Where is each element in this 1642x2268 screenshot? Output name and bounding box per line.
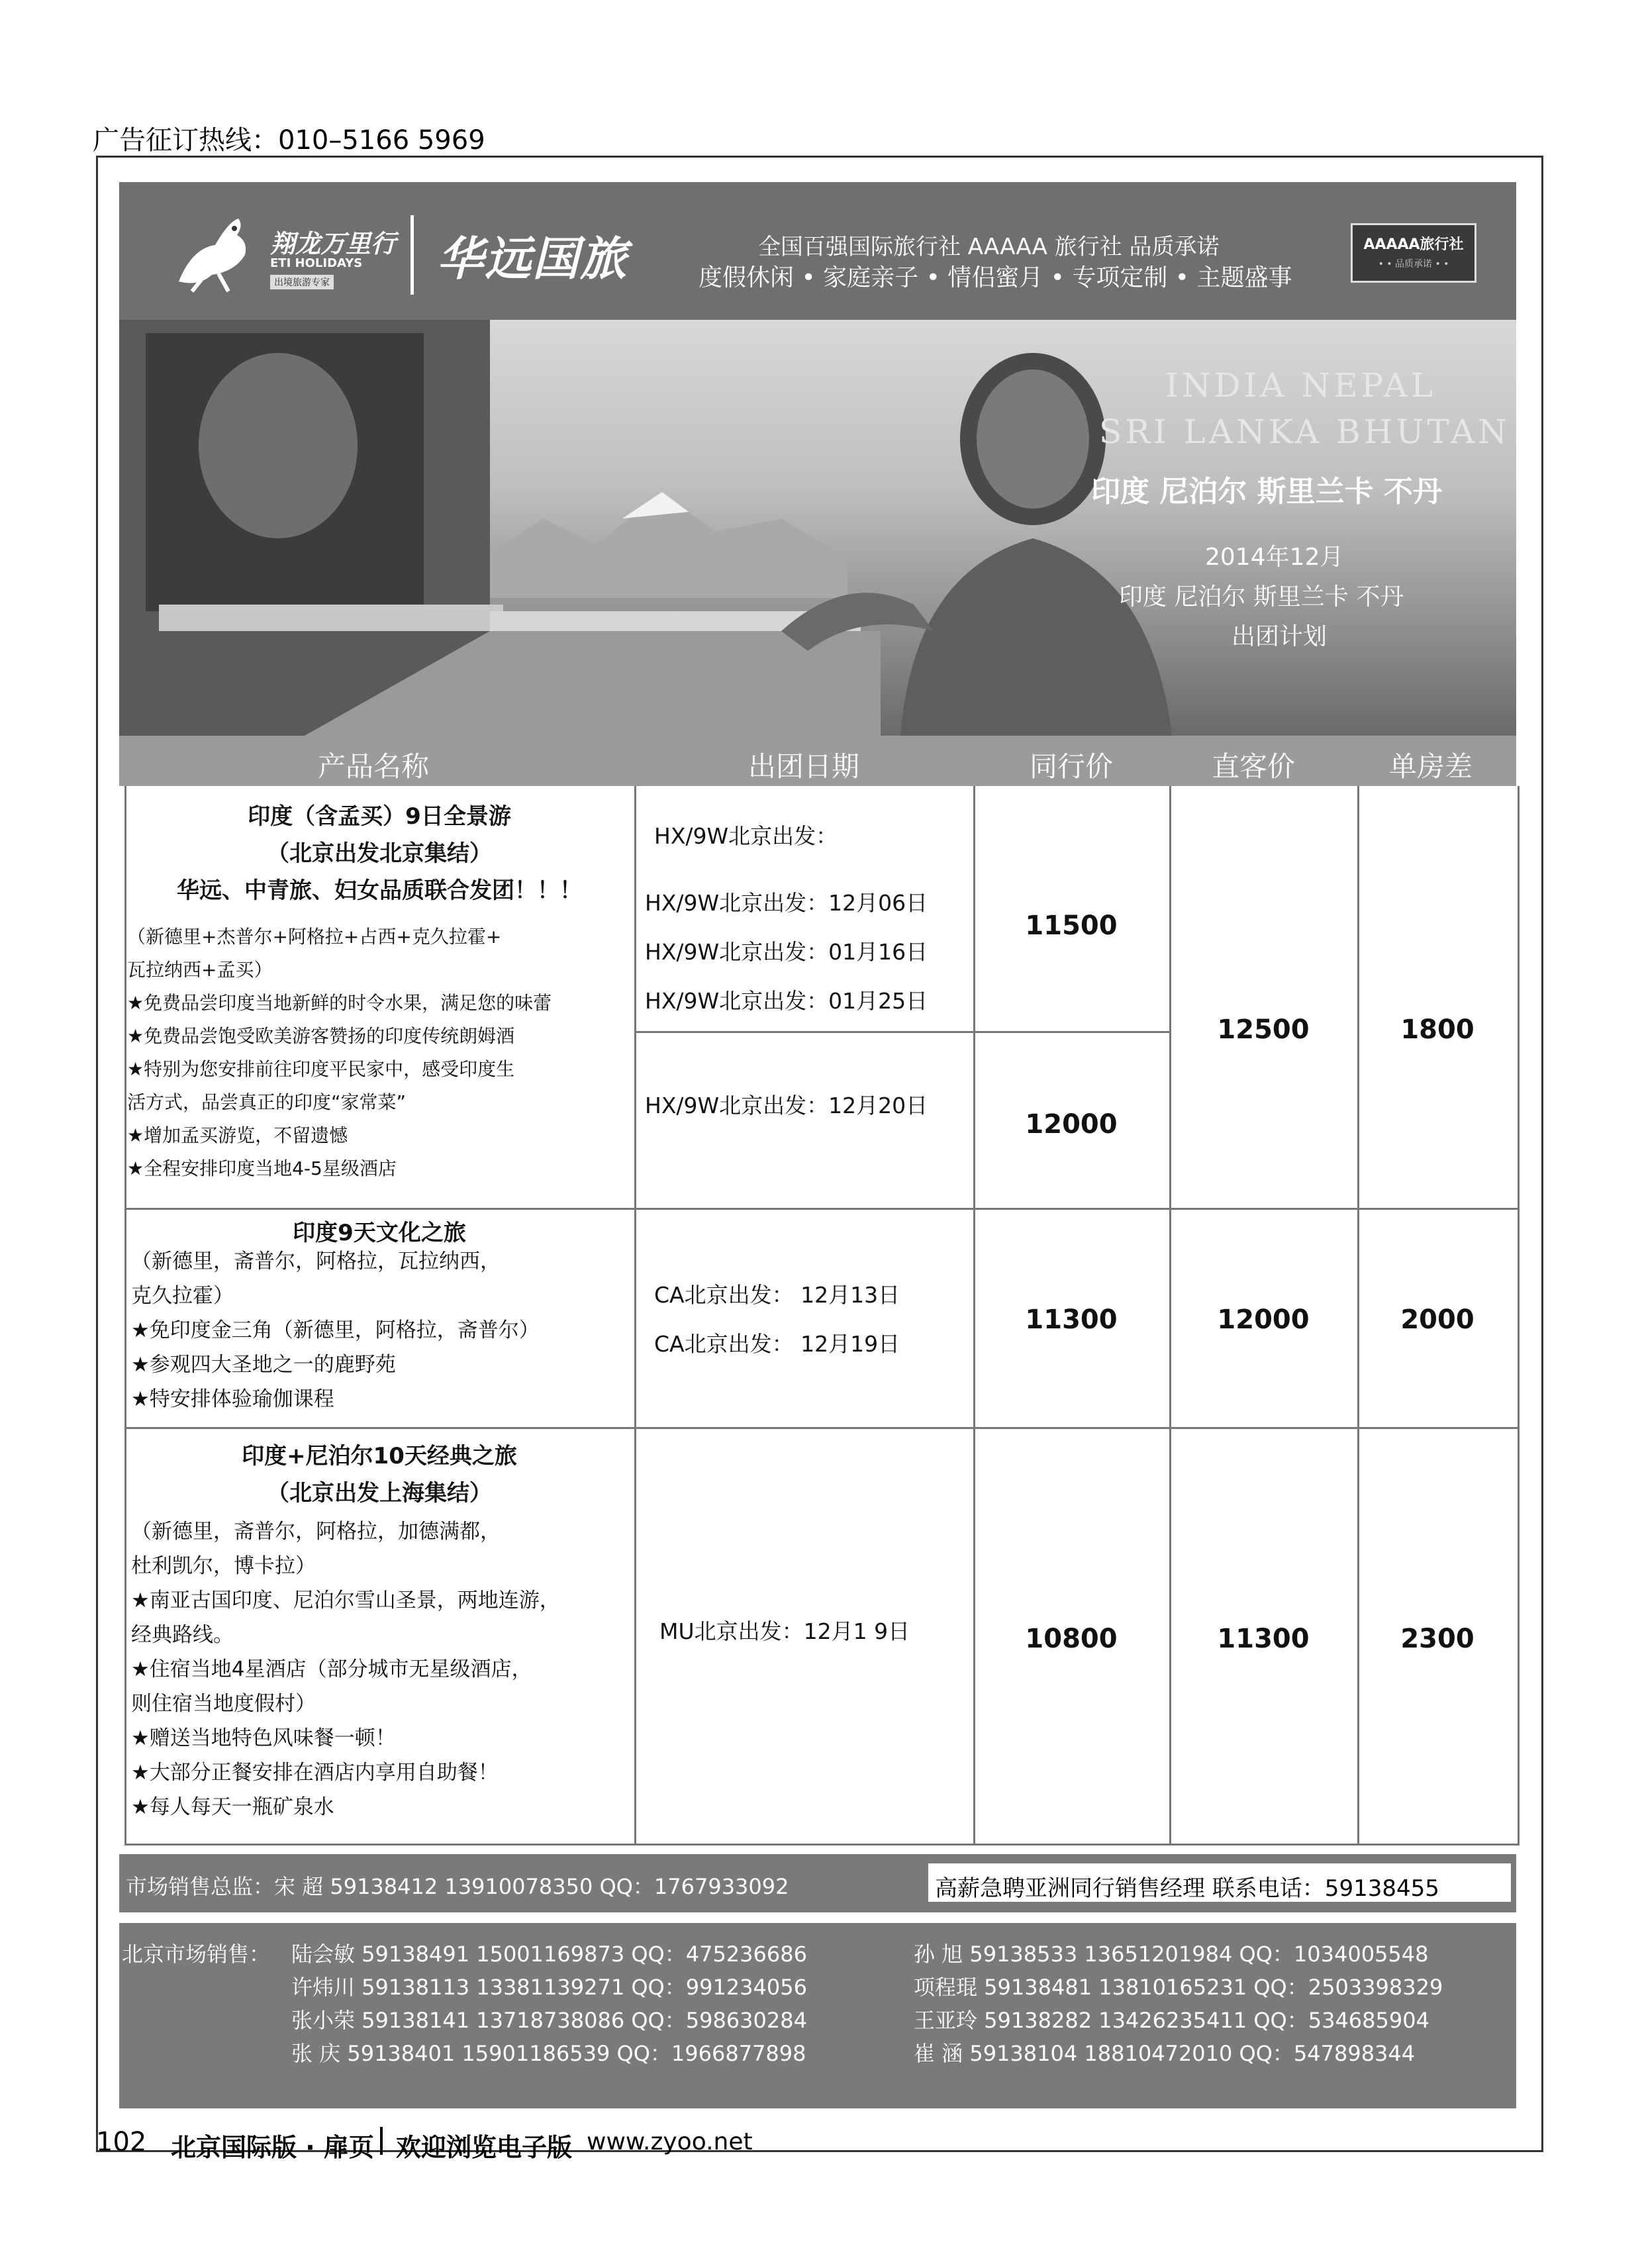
sales-contact: 陆会敏 59138491 15001169873 QQ：475236686	[291, 1942, 807, 1967]
row1-single-supplement: 1800	[1400, 1014, 1474, 1045]
aaaaa-badge	[1351, 223, 1476, 283]
page-number: 102	[96, 2127, 147, 2157]
kangaroo-logo-icon	[166, 209, 265, 295]
header-divider	[410, 215, 414, 295]
row2-single-supplement: 2000	[1400, 1305, 1474, 1335]
row2-description: （新德里，斋普尔，阿格拉，瓦拉纳西， 克久拉霍） ★免印度金三角（新德里，阿格拉，斋普尔） ★参观四大圣地之一的鹿野苑 ★特安排体验瑜伽课程	[131, 1250, 540, 1411]
slogan-line-2: 度假休闲 • 家庭亲子 • 情侣蜜月 • 专项定制 • 主题盛事	[699, 264, 1292, 291]
header-date: 出团日期	[748, 750, 860, 783]
sales-contact: 张小荣 59138141 13718738086 QQ：598630284	[291, 2008, 807, 2033]
banner-plan: 出团计划	[1232, 623, 1328, 650]
row3-dates: MU北京出发：12月1 9日	[659, 1618, 910, 1644]
company-name: 华远国旅	[437, 232, 628, 286]
badge-title: AAAAA旅行社	[1363, 236, 1464, 253]
sales-director-line: 市场销售总监：宋 超 59138412 13910078350 QQ：1767933092	[126, 1874, 789, 1899]
sales-contact: 项程琨 59138481 13810165231 QQ：2503398329	[914, 1975, 1443, 2000]
banner-countries-2: 印度 尼泊尔 斯里兰卡 不丹	[1119, 583, 1404, 611]
sales-contact: 张 庆 59138401 15901186539 QQ：1966877898	[291, 2041, 806, 2066]
row2-peer-price: 11300	[1025, 1305, 1118, 1335]
row1-description: （新德里+杰普尔+阿格拉+占西+克久拉霍+ 瓦拉纳西+孟买） ★免费品尝印度当地新鲜的时令水果，满足您的味蕾 ★免费品尝饱受欧美游客赞扬的印度传统朗姆酒 ★特别为您安排前往印度平民家中，感受印度生 活方式，品尝真正的印度“家常菜” ★增加孟买游览，不留遗憾 ★全程安排印度当地4-5星级酒店	[127, 926, 552, 1179]
sales-contact: 孙 旭 59138533 13651201984 QQ：1034005548	[914, 1942, 1429, 1967]
row1-peer-price-a: 11500	[1025, 911, 1118, 941]
ad-header	[119, 182, 1516, 320]
sales-label: 北京市场销售：	[122, 1942, 271, 1967]
footer-sales-bar	[119, 1923, 1516, 2108]
sales-contact: 王亚玲 59138282 13426235411 QQ：534685904	[914, 2008, 1429, 2033]
website-link[interactable]: www.zyoo.net	[587, 2128, 753, 2155]
sales-contact: 崔 涵 59138104 18810472010 QQ：547898344	[914, 2041, 1416, 2066]
bottom-divider	[380, 2127, 383, 2155]
sales-contact: 许炜川 59138113 13381139271 QQ：991234056	[291, 1975, 807, 2000]
row1-peer-price-b: 12000	[1025, 1109, 1118, 1140]
brand-name-en: ETI HOLIDAYS	[270, 256, 363, 270]
slogan-line-1: 全国百强国际旅行社 AAAAA 旅行社 品质承诺	[758, 234, 1220, 260]
row1-direct-price: 12500	[1217, 1014, 1310, 1045]
row3-single-supplement: 2300	[1400, 1624, 1474, 1654]
row2-dates: CA北京出发： 12月13日 CA北京出发： 12月19日	[654, 1282, 900, 1357]
grid-line	[124, 1427, 1520, 1429]
brand-name-cn: 翔龙万里行	[270, 229, 397, 258]
row3-title: 印度+尼泊尔10天经典之旅 （北京出发上海集结）	[242, 1443, 517, 1506]
row3-peer-price: 10800	[1025, 1624, 1118, 1654]
grid-line	[634, 1031, 1169, 1033]
row1-dates-a: HX/9W北京出发：12月06日 HX/9W北京出发：01月16日 HX/9W北京出发：01月25日	[645, 890, 928, 1014]
ad-hotline: 广告征订热线：010–5166 5969	[93, 125, 485, 156]
banner-photo	[119, 320, 1516, 736]
brand-tagline: 出境旅游专家	[270, 275, 334, 289]
grid-line	[124, 1844, 1520, 1846]
table-header	[119, 736, 1516, 786]
grid-line	[124, 786, 126, 1846]
grid-line	[1518, 786, 1520, 1846]
row2-direct-price: 12000	[1217, 1305, 1310, 1335]
header-peer-price: 同行价	[1030, 750, 1114, 783]
recruit-text: 高薪急聘亚洲同行销售经理 联系电话：59138455	[935, 1875, 1439, 1902]
publication-name: 北京国际版 · 扉页	[171, 2133, 374, 2162]
recruit-box	[928, 1863, 1511, 1902]
row1-date-heading: HX/9W北京出发：	[654, 823, 838, 849]
grid-line	[124, 1208, 1520, 1210]
badge-subtitle: • • 品质承诺 • •	[1378, 259, 1449, 270]
row3-description: （新德里，斋普尔，阿格拉，加德满都， 杜利凯尔，博卡拉） ★南亚古国印度、尼泊尔雪山圣景，两地连游， 经典路线。 ★住宿当地4星酒店（部分城市无星级酒店， 则住宿当地度假村） ★赠送当地特色风味餐一顿！ ★大部分正餐安排在酒店内享用自助餐！ ★每人每天一瓶矿泉水	[131, 1520, 560, 1819]
banner-en-title-2: SRI LANKA BHUTAN	[1099, 413, 1510, 451]
banner-en-title-1: INDIA NEPAL	[1165, 366, 1436, 405]
tour-table	[124, 786, 1521, 1846]
row1-dates-b: HX/9W北京出发：12月20日	[645, 1093, 928, 1118]
row2-title: 印度9天文化之旅	[293, 1220, 466, 1246]
header-product: 产品名称	[318, 750, 430, 783]
header-single-supplement: 单房差	[1389, 750, 1473, 783]
footer-director-bar	[119, 1854, 1516, 1912]
welcome-text: 欢迎浏览电子版	[396, 2133, 573, 2162]
row1-title: 印度（含孟买）9日全景游 （北京出发北京集结） 华远、中青旅、妇女品质联合发团！！！	[177, 803, 582, 904]
banner-countries: 印度 尼泊尔 斯里兰卡 不丹	[1091, 475, 1442, 509]
row3-direct-price: 11300	[1217, 1624, 1310, 1654]
banner-month: 2014年12月	[1205, 544, 1344, 571]
header-direct-price: 直客价	[1212, 750, 1296, 783]
